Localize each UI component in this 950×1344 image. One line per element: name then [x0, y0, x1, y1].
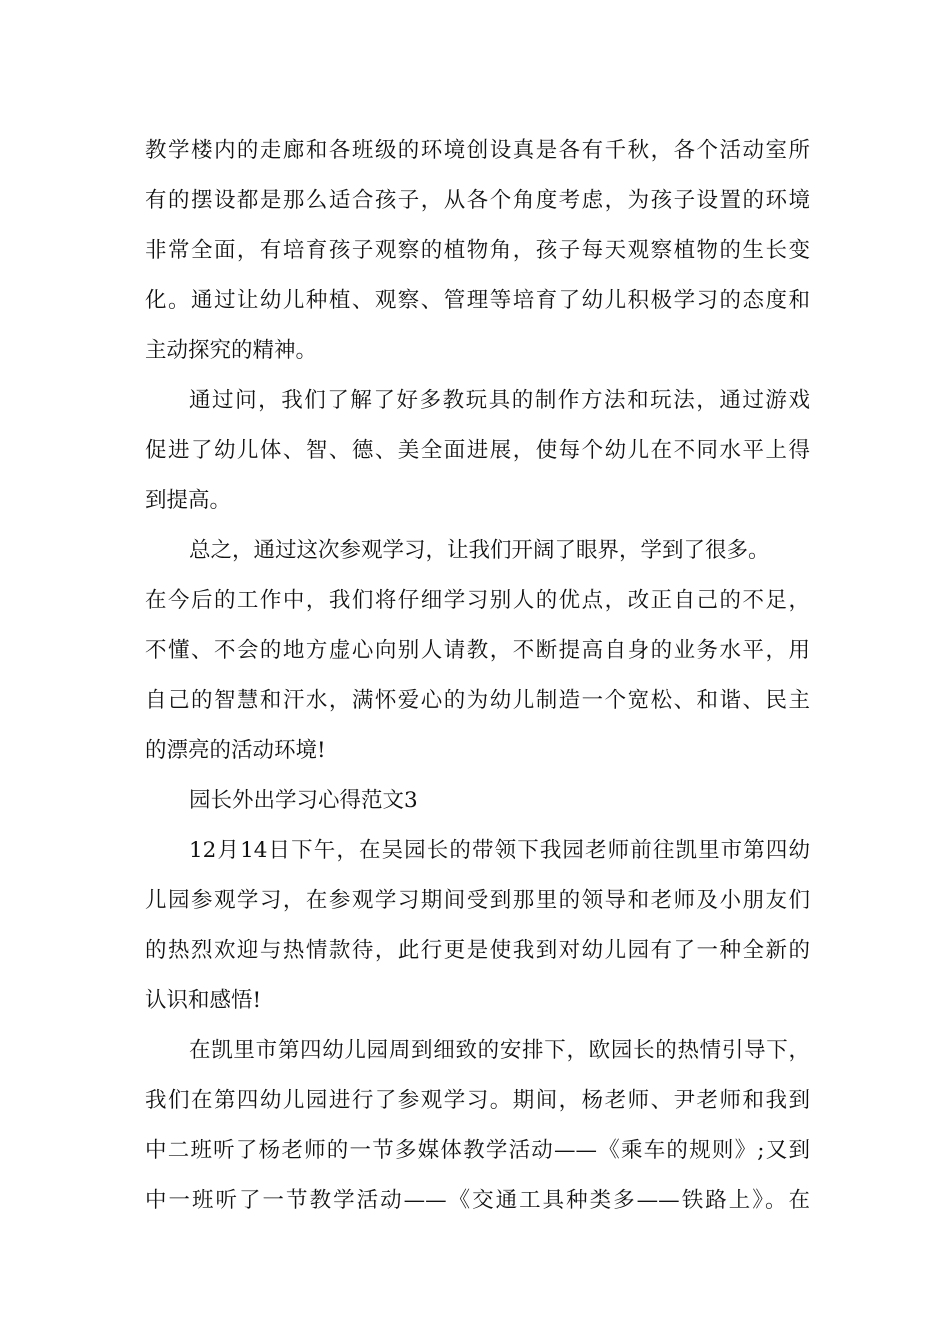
text-line: 化。通过让幼儿种植、观察、管理等培育了幼儿积极学习的态度和 [145, 288, 810, 313]
text-line: 12月14日下午，在吴园长的带领下我园老师前往凯里市第四幼 [189, 838, 810, 863]
text-line: 在今后的工作中，我们将仔细学习别人的优点，改正自己的不足， [145, 588, 810, 613]
text-line: 通过问，我们了解了好多教玩具的制作方法和玩法，通过游戏 [189, 388, 810, 413]
text-line: 自己的智慧和汗水，满怀爱心的为幼儿制造一个宽松、和谐、民主 [145, 688, 810, 713]
text-line: 主动探究的精神。 [145, 338, 318, 363]
text-line: 儿园参观学习，在参观学习期间受到那里的领导和老师及小朋友们 [145, 888, 810, 913]
text-line: 中二班听了杨老师的一节多媒体教学活动——《乘车的规则》;又到 [145, 1138, 810, 1163]
text-line: 认识和感悟! [145, 988, 262, 1013]
text-line: 有的摆设都是那么适合孩子，从各个角度考虑，为孩子设置的环境 [145, 188, 810, 213]
text-line: 的漂亮的活动环境! [145, 738, 326, 763]
document-body [145, 126, 810, 1226]
text-line: 教学楼内的走廊和各班级的环境创设真是各有千秋，各个活动室所 [145, 138, 810, 163]
text-line: 非常全面，有培育孩子观察的植物角，孩子每天观察植物的生长变 [145, 238, 810, 263]
section-heading: 园长外出学习心得范文3 [189, 788, 418, 813]
text-line: 的热烈欢迎与热情款待，此行更是使我到对幼儿园有了一种全新的 [145, 938, 810, 963]
text-line: 促进了幼儿体、智、德、美全面进展，使每个幼儿在不同水平上得 [145, 438, 810, 463]
text-line: 不懂、不会的地方虚心向别人请教，不断提高自身的业务水平，用 [145, 638, 810, 663]
text-line: 中一班听了一节教学活动——《交通工具种类多——铁路上》。在 [145, 1188, 810, 1213]
text-line: 在凯里市第四幼儿园周到细致的安排下，欧园长的热情引导下， [189, 1038, 810, 1063]
text-line: 总之，通过这次参观学习，让我们开阔了眼界，学到了很多。 [189, 538, 770, 563]
text-line: 到提高。 [145, 488, 232, 513]
text-line: 我们在第四幼儿园进行了参观学习。期间，杨老师、尹老师和我到 [145, 1088, 810, 1113]
